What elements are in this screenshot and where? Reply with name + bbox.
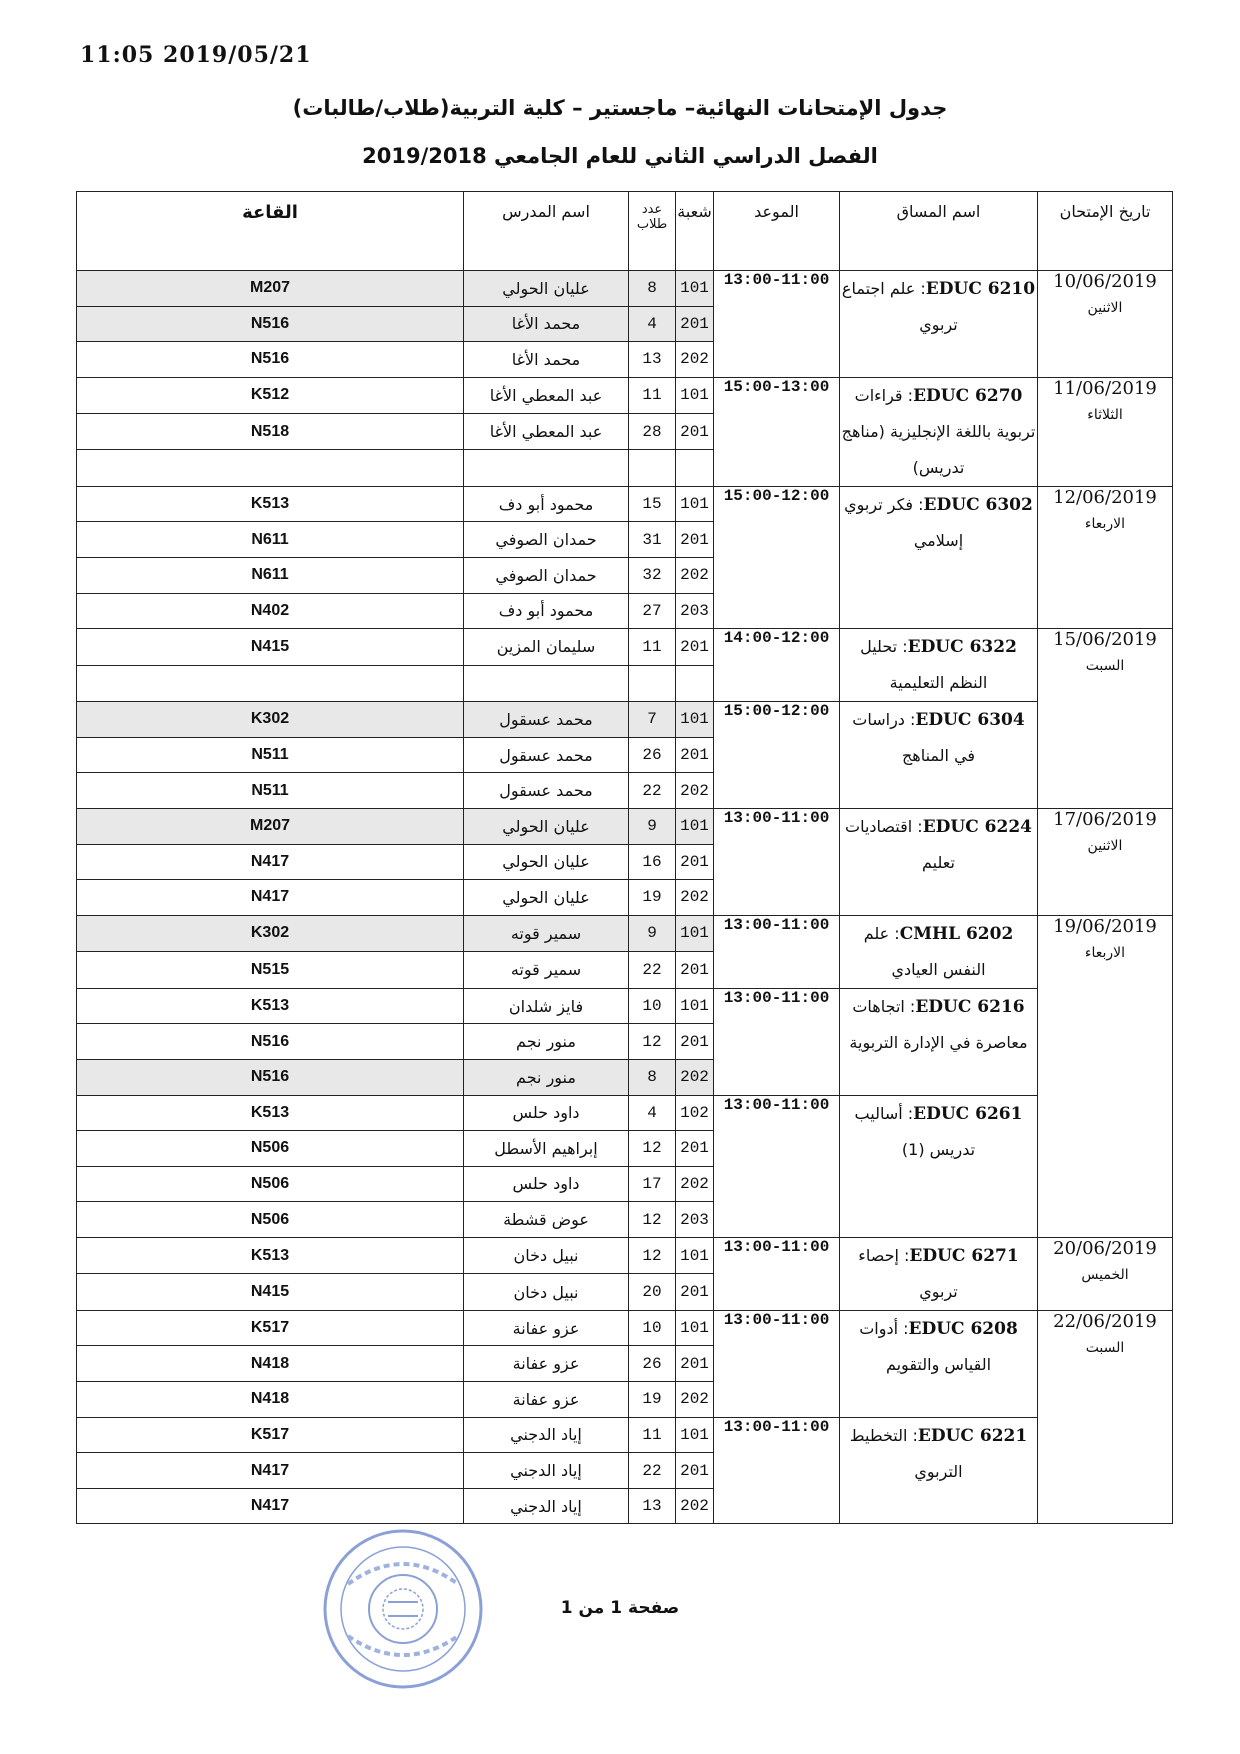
room-cell: K517: [77, 1310, 464, 1346]
room-cell: N506: [77, 1166, 464, 1202]
section-cell: 201: [676, 414, 714, 450]
section-cell: 201: [676, 1131, 714, 1167]
section-cell: 202: [676, 773, 714, 809]
students-cell: 13: [629, 1488, 676, 1524]
section-cell: 101: [676, 271, 714, 307]
table-row: [77, 629, 1173, 666]
instructor-cell: عوض قشطة: [464, 1202, 629, 1238]
course-cell: EDUC 6270: قراءات تربوية باللغة الإنجليزية (مناهج تدريس): [840, 377, 1038, 486]
course-cell: EDUC 6224: اقتصاديات تعليم: [840, 808, 1038, 915]
section-cell: 101: [676, 808, 714, 844]
students-cell: 7: [629, 702, 676, 738]
instructor-cell: عليان الحولي: [464, 880, 629, 916]
instructor-cell: عليان الحولي: [464, 808, 629, 844]
instructor-cell: نبيل دخان: [464, 1237, 629, 1274]
room-cell: M207: [77, 808, 464, 844]
students-cell: 22: [629, 773, 676, 809]
room-cell: K302: [77, 702, 464, 738]
instructor-cell: فايز شلدان: [464, 988, 629, 1024]
instructor-cell: محمد عسقول: [464, 702, 629, 738]
instructor-cell: عزو عفانة: [464, 1382, 629, 1418]
students-cell: 17: [629, 1166, 676, 1202]
students-cell: 26: [629, 1346, 676, 1382]
section-cell: 201: [676, 844, 714, 880]
students-cell: 31: [629, 522, 676, 558]
table-row: [77, 1095, 1173, 1131]
document-title: جدول الإمتحانات النهائية– ماجستير – كلية التربية(طلاب/طالبات): [292, 96, 948, 120]
instructor-cell: منور نجم: [464, 1024, 629, 1060]
room-cell: N417: [77, 844, 464, 880]
section-cell: 201: [676, 952, 714, 989]
table-row: [77, 915, 1173, 952]
section-cell: 202: [676, 557, 714, 593]
table-row: [77, 988, 1173, 1024]
students-cell: 15: [629, 486, 676, 522]
room-cell: N518: [77, 414, 464, 450]
instructor-cell: سمير قوته: [464, 952, 629, 989]
room-cell: N418: [77, 1382, 464, 1418]
section-cell: 201: [676, 1024, 714, 1060]
section-cell: 201: [676, 522, 714, 558]
instructor-cell: محمد الأغا: [464, 342, 629, 378]
room-cell: N415: [77, 1274, 464, 1311]
instructor-cell: [464, 450, 629, 486]
students-cell: 19: [629, 1382, 676, 1418]
section-cell: 201: [676, 306, 714, 342]
instructor-cell: إياد الدجني: [464, 1417, 629, 1453]
date-cell: 12/06/2019 الاربعاء: [1038, 486, 1173, 628]
room-cell: K302: [77, 915, 464, 952]
header-course: اسم المساق: [840, 192, 1038, 271]
section-cell: 102: [676, 1095, 714, 1131]
students-cell: 13: [629, 342, 676, 378]
section-cell: 101: [676, 377, 714, 413]
students-cell: 12: [629, 1237, 676, 1274]
section-cell: 202: [676, 880, 714, 916]
table-row: [77, 1310, 1173, 1346]
header-room: القاعة: [77, 192, 464, 271]
section-cell: 202: [676, 1382, 714, 1418]
section-cell: 201: [676, 1453, 714, 1489]
students-cell: 27: [629, 593, 676, 629]
date-cell: 20/06/2019 الخميس: [1038, 1237, 1173, 1310]
section-cell: [676, 450, 714, 486]
section-cell: 101: [676, 1417, 714, 1453]
room-cell: [77, 450, 464, 486]
room-cell: N516: [77, 342, 464, 378]
time-cell: 13:00-11:00: [714, 1310, 840, 1417]
room-cell: N415: [77, 629, 464, 666]
instructor-cell: إياد الدجني: [464, 1453, 629, 1489]
students-cell: [629, 665, 676, 702]
instructor-cell: عبد المعطي الأغا: [464, 414, 629, 450]
students-cell: 11: [629, 377, 676, 413]
time-cell: 13:00-11:00: [714, 808, 840, 915]
section-cell: 202: [676, 342, 714, 378]
time-cell: 15:00-13:00: [714, 377, 840, 486]
room-cell: K513: [77, 1237, 464, 1274]
students-cell: 12: [629, 1202, 676, 1238]
instructor-cell: عليان الحولي: [464, 271, 629, 307]
students-cell: 4: [629, 1095, 676, 1131]
students-cell: 26: [629, 737, 676, 773]
room-cell: K513: [77, 1095, 464, 1131]
section-cell: 101: [676, 702, 714, 738]
time-cell: 14:00-12:00: [714, 629, 840, 702]
section-cell: 101: [676, 915, 714, 952]
room-cell: N516: [77, 306, 464, 342]
date-cell: 17/06/2019 الاثنين: [1038, 808, 1173, 915]
students-cell: 10: [629, 988, 676, 1024]
page-number: صفحة 1 من 1: [560, 1598, 680, 1618]
time-cell: 13:00-11:00: [714, 1237, 840, 1310]
students-cell: 12: [629, 1131, 676, 1167]
room-cell: M207: [77, 271, 464, 307]
instructor-cell: منور نجم: [464, 1059, 629, 1095]
section-cell: 201: [676, 629, 714, 666]
students-cell: 20: [629, 1274, 676, 1311]
instructor-cell: محمود أبو دف: [464, 593, 629, 629]
instructor-cell: عليان الحولي: [464, 844, 629, 880]
instructor-cell: عزو عفانة: [464, 1346, 629, 1382]
room-cell: [77, 665, 464, 702]
students-cell: 9: [629, 808, 676, 844]
instructor-cell: سليمان المزين: [464, 629, 629, 666]
instructor-cell: إياد الدجني: [464, 1488, 629, 1524]
section-cell: 101: [676, 1310, 714, 1346]
section-cell: 202: [676, 1488, 714, 1524]
instructor-cell: عبد المعطي الأغا: [464, 377, 629, 413]
room-cell: N611: [77, 557, 464, 593]
instructor-cell: سمير قوته: [464, 915, 629, 952]
course-cell: EDUC 6210: علم اجتماع تربوي: [840, 271, 1038, 378]
students-cell: 12: [629, 1024, 676, 1060]
course-cell: EDUC 6261: أساليب تدريس (1): [840, 1095, 1038, 1237]
instructor-cell: داود حلس: [464, 1166, 629, 1202]
students-cell: 11: [629, 629, 676, 666]
date-cell: 10/06/2019 الاثنين: [1038, 271, 1173, 378]
date-cell: 11/06/2019 الثلاثاء: [1038, 377, 1173, 486]
time-cell: 13:00-11:00: [714, 1095, 840, 1237]
date-cell: 15/06/2019 السبت: [1038, 629, 1173, 809]
room-cell: N516: [77, 1024, 464, 1060]
time-cell: 15:00-12:00: [714, 486, 840, 628]
header-instructor: اسم المدرس: [464, 192, 629, 271]
instructor-cell: داود حلس: [464, 1095, 629, 1131]
instructor-cell: عزو عفانة: [464, 1310, 629, 1346]
course-cell: EDUC 6221: التخطيط التربوي: [840, 1417, 1038, 1524]
section-cell: 101: [676, 1237, 714, 1274]
table-row: [77, 486, 1173, 522]
course-cell: EDUC 6304: دراسات في المناهج: [840, 702, 1038, 809]
room-cell: N506: [77, 1131, 464, 1167]
exam-schedule-table: [76, 191, 1173, 1524]
instructor-cell: إبراهيم الأسطل: [464, 1131, 629, 1167]
table-row: [77, 271, 1173, 307]
instructor-cell: محمود أبو دف: [464, 486, 629, 522]
document-subtitle: الفصل الدراسي الثاني للعام الجامعي 2019/2018: [362, 144, 878, 168]
instructor-cell: نبيل دخان: [464, 1274, 629, 1311]
room-cell: N417: [77, 1488, 464, 1524]
instructor-cell: محمد عسقول: [464, 737, 629, 773]
instructor-cell: [464, 665, 629, 702]
section-cell: 101: [676, 988, 714, 1024]
room-cell: K512: [77, 377, 464, 413]
instructor-cell: محمد عسقول: [464, 773, 629, 809]
students-cell: 9: [629, 915, 676, 952]
time-cell: 13:00-11:00: [714, 988, 840, 1095]
students-cell: 22: [629, 952, 676, 989]
students-cell: [629, 450, 676, 486]
section-cell: 202: [676, 1059, 714, 1095]
room-cell: N506: [77, 1202, 464, 1238]
course-cell: EDUC 6216: اتجاهات معاصرة في الإدارة التربوية: [840, 988, 1038, 1095]
date-cell: 19/06/2019 الاربعاء: [1038, 915, 1173, 1237]
table-row: [77, 377, 1173, 413]
room-cell: N417: [77, 880, 464, 916]
course-cell: EDUC 6302: فكر تربوي إسلامي: [840, 486, 1038, 628]
room-cell: N511: [77, 737, 464, 773]
time-cell: 13:00-11:00: [714, 1417, 840, 1524]
room-cell: N418: [77, 1346, 464, 1382]
room-cell: K513: [77, 988, 464, 1024]
section-cell: 203: [676, 1202, 714, 1238]
room-cell: N611: [77, 522, 464, 558]
room-cell: K513: [77, 486, 464, 522]
header-time: الموعد: [714, 192, 840, 271]
table-row: [77, 1237, 1173, 1274]
students-cell: 8: [629, 1059, 676, 1095]
students-cell: 4: [629, 306, 676, 342]
room-cell: N516: [77, 1059, 464, 1095]
course-cell: EDUC 6208: أدوات القياس والتقويم: [840, 1310, 1038, 1417]
students-cell: 19: [629, 880, 676, 916]
section-cell: 202: [676, 1166, 714, 1202]
section-cell: 201: [676, 1346, 714, 1382]
students-cell: 11: [629, 1417, 676, 1453]
course-cell: EDUC 6322: تحليل النظم التعليمية: [840, 629, 1038, 702]
header-count: عدد طلاب: [629, 192, 676, 271]
students-cell: 22: [629, 1453, 676, 1489]
room-cell: N417: [77, 1453, 464, 1489]
table-header-row: [77, 192, 1173, 271]
students-cell: 10: [629, 1310, 676, 1346]
instructor-cell: حمدان الصوفي: [464, 557, 629, 593]
students-cell: 32: [629, 557, 676, 593]
room-cell: N515: [77, 952, 464, 989]
course-cell: CMHL 6202: علم النفس العيادي: [840, 915, 1038, 988]
room-cell: K517: [77, 1417, 464, 1453]
room-cell: N511: [77, 773, 464, 809]
section-cell: [676, 665, 714, 702]
section-cell: 201: [676, 1274, 714, 1311]
time-cell: 13:00-11:00: [714, 271, 840, 378]
time-cell: 13:00-11:00: [714, 915, 840, 988]
instructor-cell: محمد الأغا: [464, 306, 629, 342]
students-cell: 28: [629, 414, 676, 450]
course-cell: EDUC 6271: إحصاء تربوي: [840, 1237, 1038, 1310]
table-row: [77, 1417, 1173, 1453]
header-date: تاريخ الإمتحان: [1038, 192, 1173, 271]
date-cell: 22/06/2019 السبت: [1038, 1310, 1173, 1524]
students-cell: 16: [629, 844, 676, 880]
students-cell: 8: [629, 271, 676, 307]
section-cell: 201: [676, 737, 714, 773]
room-cell: N402: [77, 593, 464, 629]
section-cell: 101: [676, 486, 714, 522]
time-cell: 15:00-12:00: [714, 702, 840, 809]
header-section: شعبة: [676, 192, 714, 271]
print-timestamp: 11:05 2019/05/21: [80, 42, 312, 68]
section-cell: 203: [676, 593, 714, 629]
instructor-cell: حمدان الصوفي: [464, 522, 629, 558]
table-row: [77, 808, 1173, 844]
table-row: [77, 702, 1173, 738]
